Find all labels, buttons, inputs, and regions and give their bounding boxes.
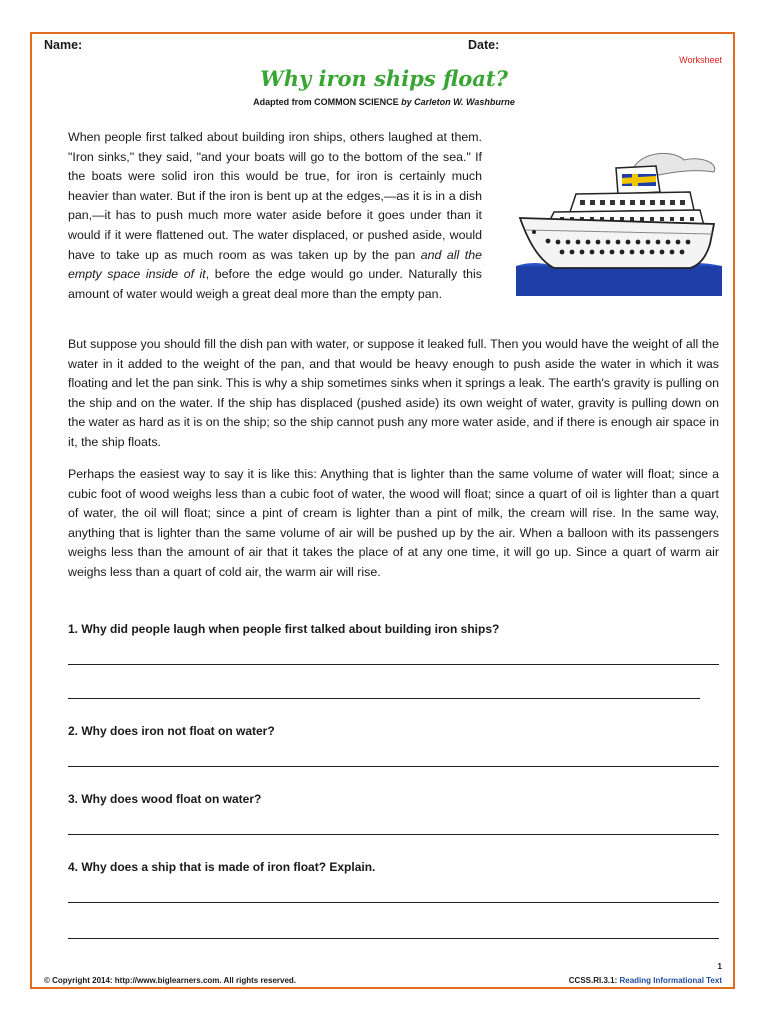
answer-line-1a[interactable] (68, 664, 719, 665)
paragraph-1-part-b: , before the edge would go under. Naturally this amount of water would weigh a great deal more than the empty pan. (68, 267, 483, 301)
answer-line-1b[interactable] (68, 698, 700, 699)
question-1: 1. Why did people laugh when people first talked about building iron ships? (68, 622, 500, 636)
paragraph-1-emphasis: and all the empty space inside of it (68, 247, 482, 282)
cruise-ship-icon (514, 148, 724, 296)
page-number: 1 (717, 962, 722, 971)
question-2: 2. Why does iron not float on water? (68, 724, 275, 738)
subtitle-author: by Carleton W. Washburne (401, 97, 515, 107)
question-4: 4. Why does a ship that is made of iron float? Explain. (68, 860, 376, 874)
ccss-link[interactable]: Reading Informational Text (619, 976, 722, 985)
page-title: Why iron ships float? (260, 66, 508, 91)
paragraph-1-part-a: When people first talked about building iron ships, others laughed at them. "Iron sinks," they said, "and your boats will go to the bottom of the sea." If the boats were solid iron this would be true, for iron is certainly much heavier than water. But if the iron is bent up at the edges,—as it is in a dish pan,—it has to push much more water aside before it goes under than it would if it were flattened out. The water displaced, or pushed aside, would have to take up as much room as was taken up by the pan (68, 130, 482, 262)
answer-line-4b[interactable] (68, 938, 719, 939)
copyright-notice: © Copyright 2014: http://www.biglearners.com. All rights reserved. (44, 976, 297, 985)
answer-line-3[interactable] (68, 834, 719, 835)
paragraph-2: But suppose you should fill the dish pan with water, or suppose it leaked full. Then you would have the weight of all the water in it added to the weight of the pan, and that would be heavy enough to push aside the water in which it was floating and let the pan sink. This is why a ship sometimes sinks when it springs a leak. The earth's gravity is pulling on the ship and on the water. If the ship has displaced (pushed aside) its own weight of water, gravity is pulling down on the water as hard as it is on the ship; so the ship cannot push any more water aside, and if there is enough air space in it, the ship floats. (68, 337, 719, 449)
answer-line-2[interactable] (68, 766, 719, 767)
ccss-code: CCSS.RI.3.1: (568, 976, 620, 985)
ccss-standard (569, 976, 722, 985)
date-label: Date: (468, 38, 500, 52)
subtitle (0, 97, 768, 107)
worksheet-label: Worksheet (679, 55, 722, 65)
subtitle-source: Adapted from COMMON SCIENCE (253, 97, 402, 107)
question-3: 3. Why does wood float on water? (68, 792, 262, 806)
paragraph-3: Perhaps the easiest way to say it is like this: Anything that is lighter than the same volume of water will float; since a cubic foot of wood weighs less than a cubic foot of water, the wood will float; since a quart of oil is lighter than a quart of water, the oil will float; since a pint of cream is lighter than a pint of milk, the cream will rise. In the same way, anything that is lighter than the same volume of air will be pushed up by the air. When a balloon with its passengers weighs less than the amount of air that it takes the place of at any one time, it will go up. Since a quart of warm air weighs less than a quart of cold air, the warm air will rise. (68, 467, 719, 579)
name-label: Name: (44, 38, 83, 52)
paragraph-1 (68, 128, 482, 304)
answer-line-4a[interactable] (68, 902, 719, 903)
